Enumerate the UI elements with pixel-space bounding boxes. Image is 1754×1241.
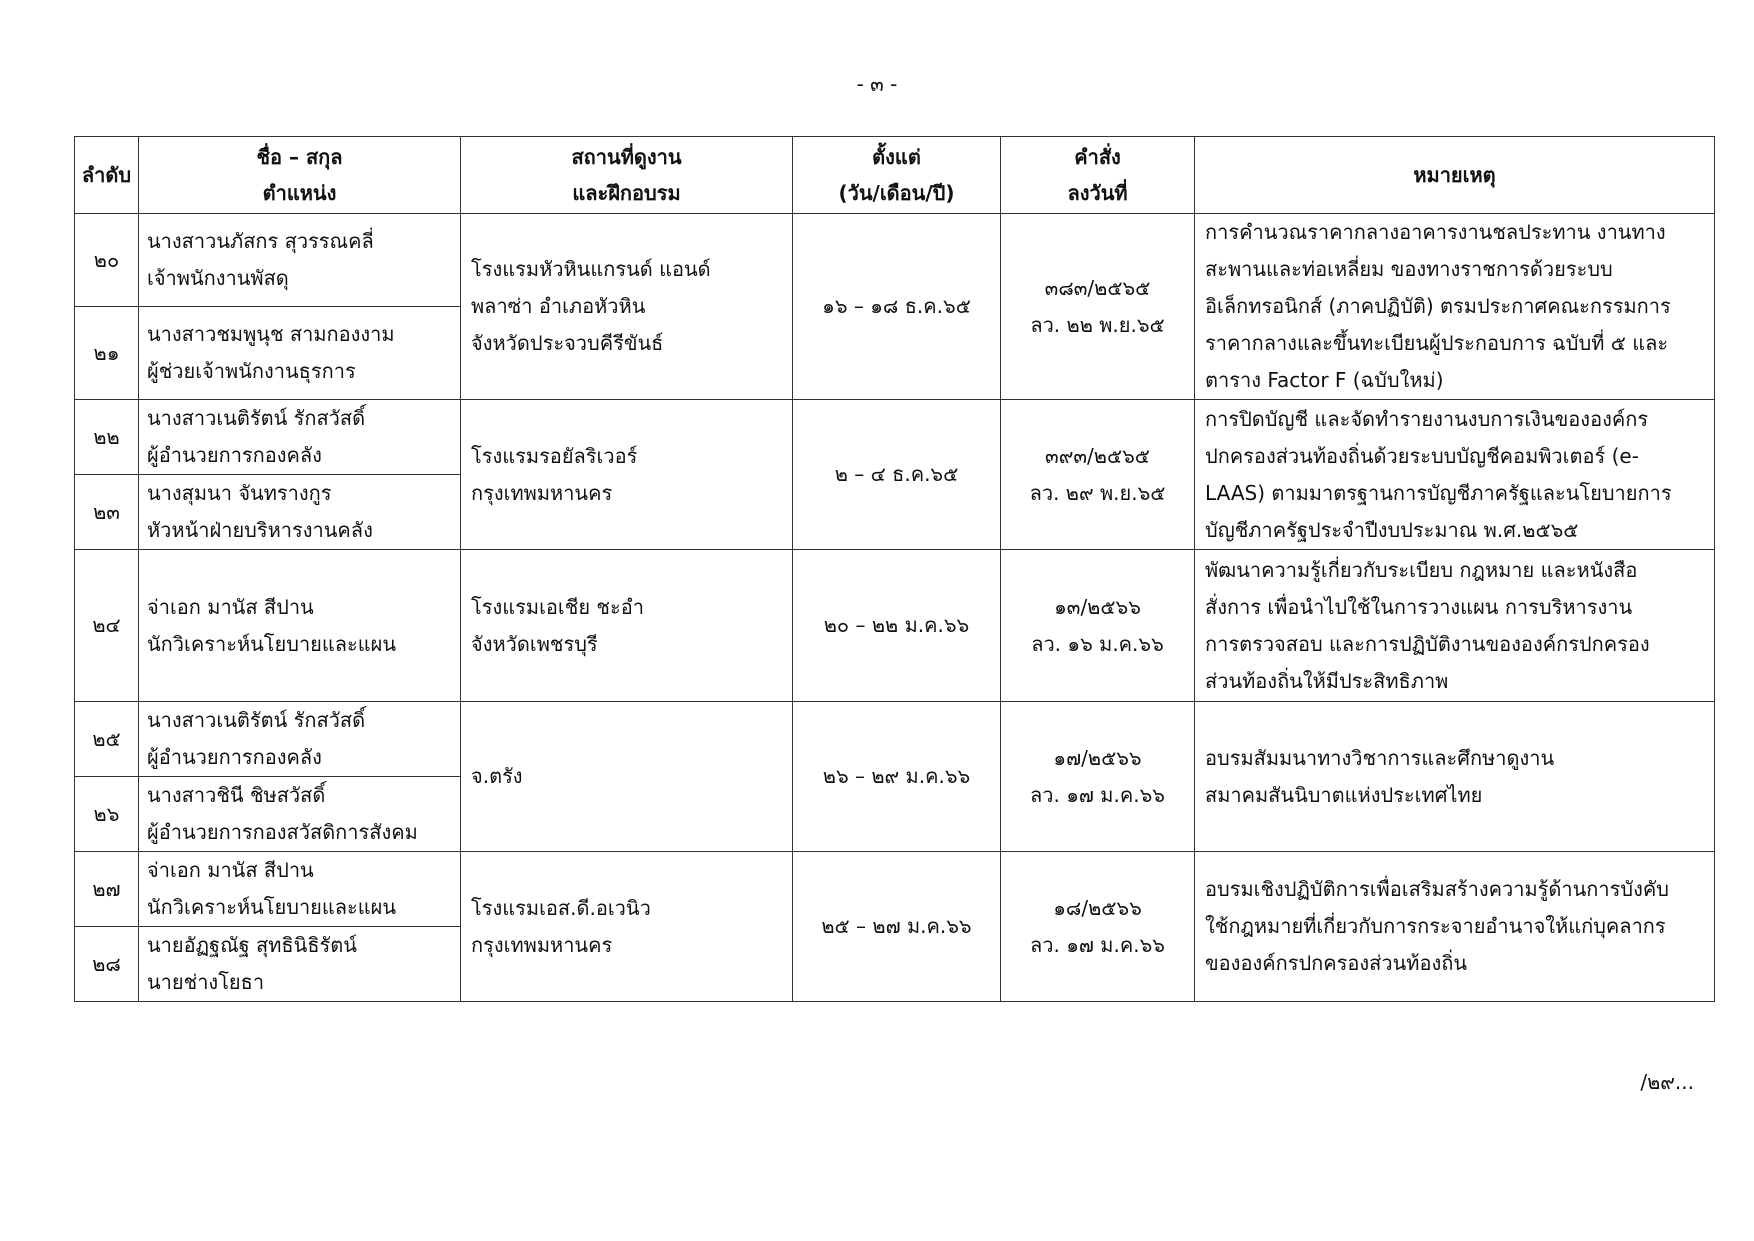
place-line: โรงแรมเอส.ดี.อเวนิว [471, 895, 651, 920]
note-line: พัฒนาความรู้เกี่ยวกับระเบียบ กฎหมาย และหนังสือ [1205, 557, 1638, 582]
note-line: การปิดบัญชี และจัดทำรายงานงบการเงินขององค์กร [1205, 406, 1649, 431]
note-line: อิเล็กทรอนิกส์ (ภาคปฏิบัติ) ตรมประกาศคณะกรรมการ [1205, 294, 1671, 318]
header-place-line-1: สถานที่ดูงาน [571, 145, 682, 169]
note-line: อบรมสัมมนาทางวิชาการและศึกษาดูงาน [1205, 745, 1555, 770]
note-line: อบรมเชิงปฏิบัติการเพื่อเสริมสร้างความรู้ด้านการบังคับ [1205, 877, 1669, 901]
person-name: นางสาวเนติรัตน์ รักสวัสดิ์ [147, 406, 366, 430]
person-cell [139, 927, 461, 1002]
header-place-line-2: และฝึกอบรม [572, 181, 681, 205]
row-number: ๒๐ [75, 214, 139, 307]
order-cell [1001, 214, 1195, 400]
order-number: ๑๓/๒๕๖๖ [1054, 594, 1141, 619]
person-cell [139, 475, 461, 550]
place-cell [461, 550, 793, 702]
person-name: จ่าเอก มานัส สีปาน [147, 858, 314, 882]
note-line: ส่วนท้องถิ่นให้มีประสิทธิภาพ [1205, 668, 1449, 693]
header-order-line-2: ลงวันที่ [1067, 181, 1128, 205]
order-date: ลว. ๒๒ พ.ย.๖๕ [1030, 312, 1165, 337]
header-name-line-2: ตำแหน่ง [262, 181, 337, 205]
header-order [1001, 137, 1195, 214]
table-row [75, 400, 1715, 475]
place-cell [461, 214, 793, 400]
place-line: โรงแรมรอยัลริเวอร์ [471, 443, 638, 468]
row-number: ๒๒ [75, 400, 139, 475]
place-line: โรงแรมเอเชีย ชะอำ [471, 594, 644, 619]
order-date: ลว. ๒๙ พ.ย.๖๕ [1029, 480, 1166, 505]
person-position: ผู้อำนวยการกองคลัง [147, 443, 322, 467]
order-number: ๓๘๓/๒๕๖๕ [1044, 275, 1151, 300]
person-position: ผู้ช่วยเจ้าพนักงานธุรการ [147, 359, 356, 383]
training-table [74, 136, 1715, 1002]
place-cell [461, 702, 793, 852]
date-cell: ๒๐ – ๒๒ ม.ค.๖๖ [793, 550, 1001, 702]
continuation-marker: /๒๙... [1640, 1070, 1694, 1094]
note-line: บัญชีภาครัฐประจำปีงบประมาณ พ.ศ.๒๕๖๕ [1205, 517, 1579, 542]
order-number: ๑๗/๒๕๖๖ [1053, 745, 1142, 770]
date-cell: ๒๖ – ๒๙ ม.ค.๖๖ [793, 702, 1001, 852]
header-note: หมายเหตุ [1195, 137, 1715, 214]
header-name-line-1: ชื่อ – สกุล [256, 145, 343, 169]
person-name: นางสาวเนติรัตน์ รักสวัสดิ์ [147, 708, 366, 732]
place-line: กรุงเทพมหานคร [471, 932, 613, 957]
note-line: LAAS) ตามมาตรฐานการบัญชีภาครัฐและนโยบายการ [1205, 480, 1672, 505]
header-place [461, 137, 793, 214]
note-line: ขององค์กรปกครองส่วนท้องถิ่น [1205, 951, 1468, 975]
note-line: การตรวจสอบ และการปฏิบัติงานขององค์กรปกครอง [1205, 631, 1650, 656]
order-number: ๑๘/๒๕๖๖ [1053, 895, 1142, 920]
person-position: ผู้อำนวยการกองสวัสดิการสังคม [147, 820, 418, 844]
place-line: กรุงเทพมหานคร [471, 480, 613, 505]
row-number: ๒๑ [75, 307, 139, 400]
person-name: นางสาวชมพูนุช สามกองงาม [147, 322, 395, 346]
person-name: นางสาวนภัสกร สุวรรณคลี่ [147, 229, 374, 253]
header-date-line-2: (วัน/เดือน/ปี) [838, 181, 955, 205]
header-row [75, 137, 1715, 214]
table-row [75, 702, 1715, 777]
person-position: ผู้อำนวยการกองคลัง [147, 745, 322, 769]
date-cell: ๒๕ – ๒๗ ม.ค.๖๖ [793, 852, 1001, 1002]
note-cell [1195, 852, 1715, 1002]
date-cell: ๑๖ – ๑๘ ธ.ค.๖๕ [793, 214, 1001, 400]
place-line: จังหวัดเพชรบุรี [471, 631, 598, 656]
note-line: สั่งการ เพื่อนำไปใช้ในการวางแผน การบริหารงาน [1205, 594, 1633, 619]
person-cell [139, 852, 461, 927]
place-cell [461, 400, 793, 550]
order-cell [1001, 550, 1195, 702]
place-line: จ.ตรัง [471, 764, 523, 788]
note-line: สมาคมสันนิบาตแห่งประเทศไทย [1205, 782, 1483, 807]
person-position: หัวหน้าฝ่ายบริหารงานคลัง [147, 518, 373, 542]
note-cell [1195, 400, 1715, 550]
person-cell [139, 214, 461, 307]
order-cell [1001, 702, 1195, 852]
note-line: ราคากลางและขึ้นทะเบียนผู้ประกอบการ ฉบับที่ ๕ และ [1205, 331, 1669, 355]
note-line: ใช้กฎหมายที่เกี่ยวกับการกระจายอำนาจให้แก่บุคลากร [1205, 914, 1666, 938]
header-name [139, 137, 461, 214]
header-date [793, 137, 1001, 214]
table-body [75, 214, 1715, 1002]
order-cell [1001, 400, 1195, 550]
order-number: ๓๙๓/๒๕๖๕ [1045, 443, 1150, 468]
person-position: นายช่างโยธา [147, 970, 265, 994]
order-cell [1001, 852, 1195, 1002]
person-cell [139, 400, 461, 475]
header-order-line-1: คำสั่ง [1074, 145, 1121, 169]
person-name: จ่าเอก มานัส สีปาน [147, 594, 314, 619]
person-cell [139, 550, 461, 702]
person-position: เจ้าพนักงานพัสดุ [147, 266, 289, 290]
note-line: การคำนวณราคากลางอาคารงานชลประทาน งานทาง [1205, 220, 1666, 244]
note-line: ตาราง Factor F (ฉบับใหม่) [1205, 368, 1444, 392]
person-name: นางสุมนา จันทรางกูร [147, 481, 332, 505]
note-cell [1195, 550, 1715, 702]
person-cell [139, 307, 461, 400]
order-date: ลว. ๑๖ ม.ค.๖๖ [1031, 631, 1164, 656]
person-cell [139, 777, 461, 852]
table-row [75, 852, 1715, 927]
note-line: ปกครองส่วนท้องถิ่นด้วยระบบบัญชีคอมพิวเตอร์ (e- [1205, 443, 1639, 468]
table-row [75, 550, 1715, 702]
row-number: ๒๘ [75, 927, 139, 1002]
page-number: - ๓ - [856, 72, 898, 96]
date-cell: ๒ – ๔ ธ.ค.๖๕ [793, 400, 1001, 550]
row-number: ๒๗ [75, 852, 139, 927]
place-line: จังหวัดประจวบคีรีขันธ์ [471, 331, 664, 355]
place-line: โรงแรมหัวหินแกรนด์ แอนด์ [471, 257, 711, 281]
row-number: ๒๓ [75, 475, 139, 550]
order-date: ลว. ๑๗ ม.ค.๖๖ [1030, 782, 1165, 807]
place-cell [461, 852, 793, 1002]
place-line: พลาซ่า อำเภอหัวหิน [471, 294, 646, 318]
order-date: ลว. ๑๗ ม.ค.๖๖ [1030, 932, 1165, 957]
header-date-line-1: ตั้งแต่ [872, 145, 921, 169]
person-position: นักวิเคราะห์นโยบายและแผน [147, 895, 397, 919]
header-seq: ลำดับ [75, 137, 139, 214]
note-cell [1195, 702, 1715, 852]
person-position: นักวิเคราะห์นโยบายและแผน [147, 631, 397, 656]
person-name: นางสาวชินี ชิษสวัสดิ์ [147, 783, 326, 807]
note-line: สะพานและท่อเหลี่ยม ของทางราชการด้วยระบบ [1205, 257, 1613, 281]
row-number: ๒๔ [75, 550, 139, 702]
note-cell [1195, 214, 1715, 400]
person-cell [139, 702, 461, 777]
row-number: ๒๕ [75, 702, 139, 777]
row-number: ๒๖ [75, 777, 139, 852]
table-row [75, 214, 1715, 307]
person-name: นายอัฏฐณัฐ สุทธินิธิรัตน์ [147, 933, 357, 957]
